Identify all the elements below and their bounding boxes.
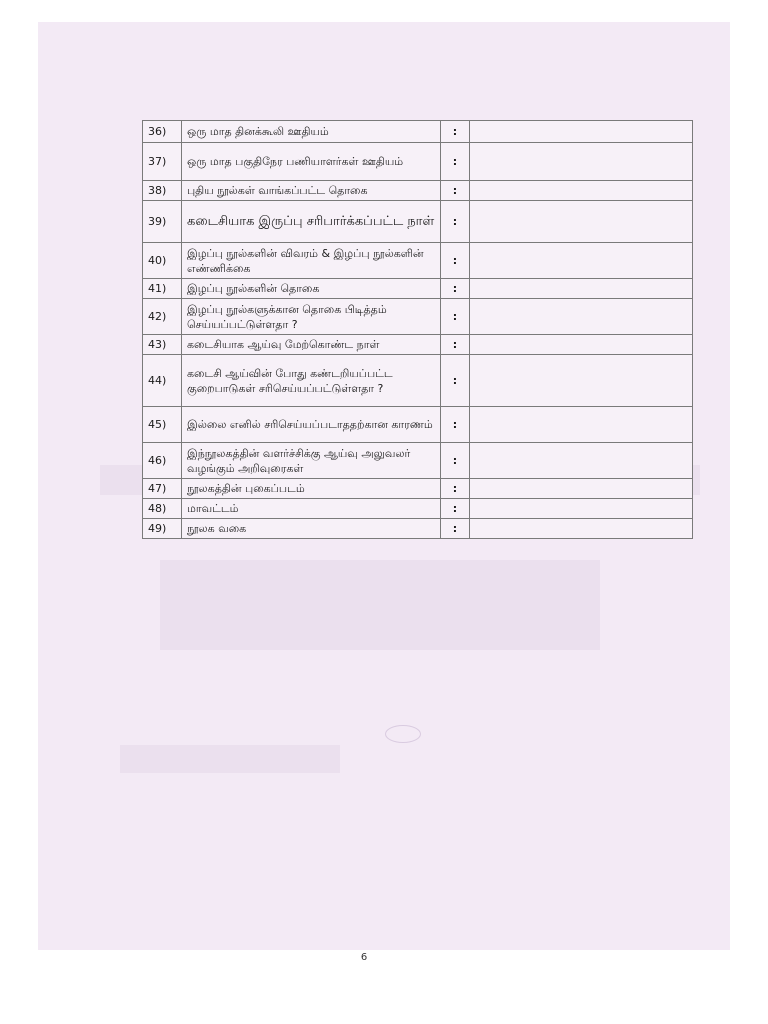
form-row [143, 121, 693, 143]
row-number: 46) [143, 443, 182, 479]
question-text: மாவட்டம் [182, 499, 441, 519]
form-row [143, 407, 693, 443]
row-number: 40) [143, 243, 182, 279]
bleed-through-band [120, 745, 340, 773]
faint-stamp [385, 725, 421, 743]
colon-separator: : [441, 355, 470, 407]
form-row [143, 519, 693, 539]
row-number: 45) [143, 407, 182, 443]
row-number: 49) [143, 519, 182, 539]
form-row [143, 201, 693, 243]
colon-separator: : [441, 443, 470, 479]
form-row [143, 243, 693, 279]
answer-cell [470, 499, 693, 519]
question-text: இழப்பு நூல்களுக்கான தொகை பிடித்தம் செய்யப்பட்டுள்ளதா ? [182, 299, 441, 335]
question-text: நூலகத்தின் புகைப்படம் [182, 479, 441, 499]
row-number: 36) [143, 121, 182, 143]
row-number: 42) [143, 299, 182, 335]
colon-separator: : [441, 519, 470, 539]
form-row [143, 143, 693, 181]
question-text: புதிய நூல்கள் வாங்கப்பட்ட தொகை [182, 181, 441, 201]
answer-cell [470, 355, 693, 407]
question-text: நூலக வகை [182, 519, 441, 539]
inspection-form-table [142, 120, 693, 539]
bleed-through-band [160, 560, 600, 650]
answer-cell [470, 443, 693, 479]
answer-cell [470, 181, 693, 201]
question-text: கடைசி ஆய்வின் போது கண்டறியப்பட்ட குறைபாடுகள் சரிசெய்யப்பட்டுள்ளதா ? [182, 355, 441, 407]
answer-cell [470, 201, 693, 243]
colon-separator: : [441, 181, 470, 201]
colon-separator: : [441, 299, 470, 335]
answer-cell [470, 279, 693, 299]
colon-separator: : [441, 479, 470, 499]
answer-cell [470, 335, 693, 355]
row-number: 44) [143, 355, 182, 407]
form-row [143, 479, 693, 499]
row-number: 39) [143, 201, 182, 243]
question-text: இந்நூலகத்தின் வளர்ச்சிக்கு ஆய்வு அலுவலர் வழங்கும் அறிவுரைகள் [182, 443, 441, 479]
question-text: கடைசியாக இருப்பு சரிபார்க்கப்பட்ட நாள் [182, 201, 441, 243]
colon-separator: : [441, 143, 470, 181]
page-number: 6 [360, 952, 368, 963]
colon-separator: : [441, 121, 470, 143]
answer-cell [470, 243, 693, 279]
row-number: 48) [143, 499, 182, 519]
answer-cell [470, 519, 693, 539]
colon-separator: : [441, 499, 470, 519]
answer-cell [470, 299, 693, 335]
question-text: இழப்பு நூல்களின் விவரம் & இழப்பு நூல்களின் எண்ணிக்கை [182, 243, 441, 279]
row-number: 37) [143, 143, 182, 181]
answer-cell [470, 479, 693, 499]
question-text: இல்லை எனில் சரிசெய்யப்படாததற்கான காரணம் [182, 407, 441, 443]
colon-separator: : [441, 279, 470, 299]
colon-separator: : [441, 335, 470, 355]
row-number: 41) [143, 279, 182, 299]
colon-separator: : [441, 407, 470, 443]
question-text: ஒரு மாத பகுதிநேர பணியாளர்கள் ஊதியம் [182, 143, 441, 181]
form-row [143, 181, 693, 201]
question-text: ஒரு மாத தினக்கூலி ஊதியம் [182, 121, 441, 143]
colon-separator: : [441, 243, 470, 279]
form-row [143, 355, 693, 407]
question-text: இழப்பு நூல்களின் தொகை [182, 279, 441, 299]
colon-separator: : [441, 201, 470, 243]
answer-cell [470, 143, 693, 181]
answer-cell [470, 121, 693, 143]
form-row [143, 443, 693, 479]
answer-cell [470, 407, 693, 443]
form-row [143, 335, 693, 355]
form-row [143, 279, 693, 299]
row-number: 43) [143, 335, 182, 355]
question-text: கடைசியாக ஆய்வு மேற்கொண்ட நாள் [182, 335, 441, 355]
form-row [143, 499, 693, 519]
form-row [143, 299, 693, 335]
row-number: 47) [143, 479, 182, 499]
row-number: 38) [143, 181, 182, 201]
